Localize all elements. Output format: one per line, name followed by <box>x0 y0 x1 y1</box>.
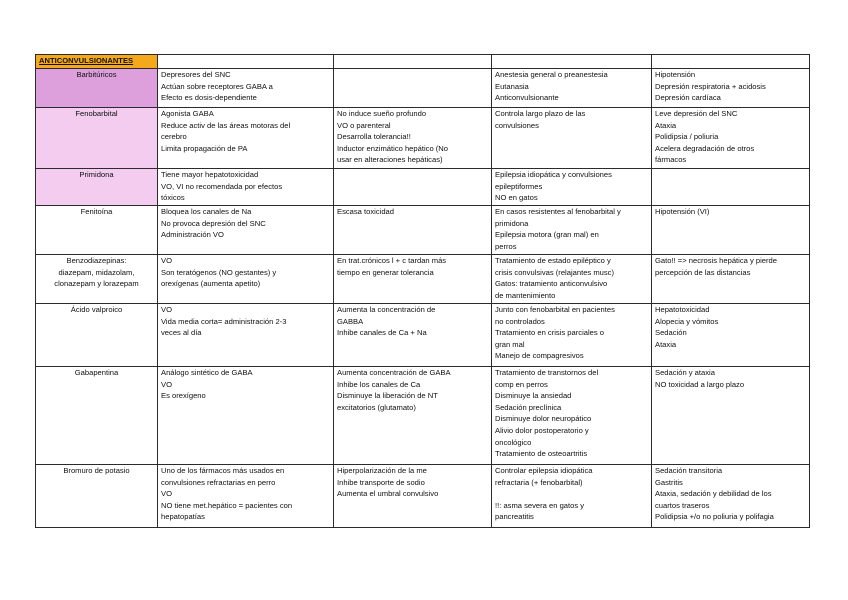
cell-line: Aumenta el umbral convulsivo <box>337 489 439 499</box>
cell-line: Desarrolla tolerancia!! <box>337 132 411 142</box>
cell-line: Hipotensión <box>655 70 696 79</box>
indications-cell <box>492 255 652 304</box>
cell-line: VO <box>161 379 172 389</box>
adverse-effects-cell <box>652 108 810 169</box>
header-cell-empty <box>652 55 810 69</box>
drug-row <box>36 255 810 304</box>
drug-name-line: Bromuro de potasio <box>63 466 130 475</box>
cell-line: No induce sueño profundo <box>337 109 427 118</box>
adverse-effects-cell <box>652 255 810 304</box>
cell-line: NO tiene met.hepático = pacientes con <box>161 500 293 510</box>
cell-line: Es orexígeno <box>161 391 206 401</box>
cell-line: Disminuye la ansiedad <box>495 391 572 401</box>
indications-cell <box>492 169 652 206</box>
cell-line: Tratamiento de estado epiléptico y <box>495 256 611 265</box>
drug-row <box>36 367 810 465</box>
indications-cell <box>492 69 652 108</box>
mechanism-cell <box>158 69 334 108</box>
cell-line: Depresores del SNC <box>161 70 231 79</box>
mechanism-cell <box>158 304 334 367</box>
cell-line: Administración VO <box>161 230 224 240</box>
cell-line: Polidipsia / poliuria <box>655 132 719 142</box>
drug-row <box>36 108 810 169</box>
indications-cell <box>492 465 652 528</box>
cell-line: Polidipsia +/o no poliuria y polifagia <box>655 512 774 522</box>
characteristics-cell <box>334 304 492 367</box>
mechanism-cell <box>158 367 334 465</box>
cell-line: excitatorios (glutamato) <box>337 402 416 412</box>
cell-line: Agonista GABA <box>161 109 214 118</box>
characteristics-cell <box>334 69 492 108</box>
adverse-effects-cell <box>652 304 810 367</box>
cell-line: Aumenta la concentración de <box>337 305 436 314</box>
cell-line: GABBA <box>337 316 364 326</box>
cell-line: convulsiones <box>495 120 539 130</box>
characteristics-cell <box>334 367 492 465</box>
adverse-effects-cell <box>652 69 810 108</box>
cell-line: NO en gatos <box>495 193 538 203</box>
cell-line: Gato!! => necrosis hepática y pierde <box>655 256 777 265</box>
cell-line: usar en alteraciones hepáticas) <box>337 155 443 165</box>
cell-line: Ataxia <box>655 120 677 130</box>
characteristics-cell <box>334 169 492 206</box>
cell-line: Actúan sobre receptores GABA a <box>161 81 273 91</box>
adverse-effects-cell <box>652 465 810 528</box>
cell-line: Depresión respiratoria + acidosis <box>655 81 766 91</box>
cell-line: Anticonvulsionante <box>495 93 559 103</box>
cell-line: de mantenimiento <box>495 290 556 300</box>
drug-name-line: Fenobarbital <box>75 109 118 118</box>
drug-name-line: Fenitoína <box>80 207 113 216</box>
cell-line: Limita propagación de PA <box>161 143 248 153</box>
characteristics-cell <box>334 465 492 528</box>
drug-row <box>36 69 810 108</box>
drug-name-line: Benzodiazepinas: <box>66 256 127 265</box>
cell-line: Eutanasia <box>495 81 529 91</box>
cell-line: Depresión cardíaca <box>655 93 721 103</box>
cell-line: Epilepsia idiopática y convulsiones <box>495 170 612 179</box>
cell-line: veces al día <box>161 328 202 338</box>
cell-line: Leve depresión del SNC <box>655 109 738 118</box>
cell-line: tóxicos <box>161 193 185 203</box>
drug-row <box>36 169 810 206</box>
cell-line: Disminuye dolor neuropático <box>495 414 592 424</box>
cell-line: Sedación <box>655 328 687 338</box>
cell-line: hepatopatías <box>161 512 205 522</box>
cell-line: orexígenas (aumenta apetito) <box>161 279 261 289</box>
drug-name-cell <box>36 465 158 528</box>
drug-name-line: Primidona <box>79 170 114 179</box>
cell-line: tiempo en generar tolerancia <box>337 267 434 277</box>
cell-line: Ataxia <box>655 339 677 349</box>
cell-line: Controlar epilepsia idiopática <box>495 466 593 475</box>
cell-line: Junto con fenobarbital en pacientes <box>495 305 615 314</box>
anticonvulsant-table <box>35 54 810 528</box>
drug-name-cell <box>36 169 158 206</box>
cell-line: no controlados <box>495 316 545 326</box>
header-cell-empty <box>334 55 492 69</box>
cell-line: oncológico <box>495 437 532 447</box>
drug-name-line: clonazepam y lorazepam <box>54 279 139 289</box>
characteristics-cell <box>334 108 492 169</box>
cell-line: En trat.crónicos l + c tardan más <box>337 256 447 265</box>
cell-line: En casos resistentes al fenobarbital y <box>495 207 621 216</box>
cell-line: Son teratógenos (NO gestantes) y <box>161 267 277 277</box>
cell-line: Tratamiento de osteoartritis <box>495 449 588 459</box>
cell-line: cuartos traseros <box>655 500 710 510</box>
cell-line: comp en perros <box>495 379 548 389</box>
cell-line <box>495 488 648 500</box>
indications-cell <box>492 108 652 169</box>
mechanism-cell <box>158 465 334 528</box>
drug-name-cell <box>36 206 158 255</box>
header-cell-empty <box>492 55 652 69</box>
indications-cell <box>492 304 652 367</box>
cell-line: Acelera degradación de otros <box>655 143 755 153</box>
cell-line: !!: asma severa en gatos y <box>495 500 585 510</box>
cell-line: epileptiformes <box>495 181 543 191</box>
characteristics-cell <box>334 206 492 255</box>
cell-line: Epilepsia motora (gran mal) en <box>495 230 599 240</box>
cell-line: Análogo sintético de GABA <box>161 368 253 377</box>
cell-line: Sedación y ataxia <box>655 368 715 377</box>
cell-line: Uno de los fármacos más usados en <box>161 466 285 475</box>
indications-cell <box>492 206 652 255</box>
cell-line: Bloquea los canales de Na <box>161 207 252 216</box>
cell-line: Controla largo plazo de las <box>495 109 586 118</box>
mechanism-cell <box>158 108 334 169</box>
cell-line: Gastritis <box>655 477 683 487</box>
cell-line: VO <box>161 489 172 499</box>
cell-line: Efecto es dosis-dependiente <box>161 93 257 103</box>
drug-name-cell <box>36 69 158 108</box>
cell-line: pancreatitis <box>495 512 534 522</box>
cell-line: Gatos: tratamiento anticonvulsivo <box>495 279 608 289</box>
drug-row <box>36 304 810 367</box>
cell-line: Escasa toxicidad <box>337 207 394 216</box>
mechanism-cell <box>158 255 334 304</box>
cell-line: Inhibe canales de Ca + Na <box>337 328 427 338</box>
cell-line: Vida media corta= administración 2-3 <box>161 316 287 326</box>
header-row <box>36 55 810 69</box>
header-cell-empty <box>158 55 334 69</box>
cell-line: Disminuye la liberación de NT <box>337 391 438 401</box>
cell-line: NO toxicidad a largo plazo <box>655 379 745 389</box>
adverse-effects-cell <box>652 206 810 255</box>
table-title: ANTICONVULSIONANTES <box>36 55 158 69</box>
drug-name-line: diazepam, midazolam, <box>58 267 135 277</box>
cell-line: percepción de las distancias <box>655 267 751 277</box>
cell-line: VO <box>161 305 172 314</box>
cell-line: Manejo de compagresivos <box>495 351 584 361</box>
drug-name-line: Gabapentina <box>74 368 119 377</box>
mechanism-cell <box>158 206 334 255</box>
cell-line: fármacos <box>655 155 687 165</box>
cell-line: Ataxia, sedación y debilidad de los <box>655 489 772 499</box>
cell-line: cerebro <box>161 132 187 142</box>
cell-line: Tratamiento de transtornos del <box>495 368 599 377</box>
cell-line: Tiene mayor hepatotoxicidad <box>161 170 259 179</box>
cell-line: convulsiones refractarias en perro <box>161 477 276 487</box>
adverse-effects-cell <box>652 367 810 465</box>
cell-line: Hiperpolarización de la me <box>337 466 427 475</box>
cell-line: Hepatotoxicidad <box>655 305 710 314</box>
cell-line: Inhibe los canales de Ca <box>337 379 421 389</box>
cell-line: Hipotensión (VI) <box>655 207 710 216</box>
drug-row <box>36 206 810 255</box>
cell-line: Reduce activ de las áreas motoras del <box>161 120 291 130</box>
drug-row <box>36 465 810 528</box>
drug-name-cell <box>36 108 158 169</box>
drug-name-line: Barbitúricos <box>76 70 117 79</box>
characteristics-cell <box>334 255 492 304</box>
cell-line: Alivio dolor postoperatorio y <box>495 425 589 435</box>
cell-line: gran mal <box>495 339 525 349</box>
adverse-effects-cell <box>652 169 810 206</box>
cell-line: Sedación preclínica <box>495 402 562 412</box>
drug-name-line: Ácido valproico <box>70 305 123 314</box>
cell-line: Inductor enzimático hepático (No <box>337 143 449 153</box>
cell-line: crisis convulsivas (relajantes musc) <box>495 267 615 277</box>
cell-line: Sedación transitoria <box>655 466 723 475</box>
cell-line: Alopecia y vómitos <box>655 316 719 326</box>
cell-line: VO <box>161 256 172 265</box>
cell-line: Aumenta concentración de GABA <box>337 368 451 377</box>
cell-line: Inhibe transporte de sodio <box>337 477 425 487</box>
cell-line: primidona <box>495 218 529 228</box>
drug-name-cell <box>36 304 158 367</box>
cell-line: No provoca depresión del SNC <box>161 218 266 228</box>
mechanism-cell <box>158 169 334 206</box>
cell-line: refractaria (+ fenobarbital) <box>495 477 583 487</box>
cell-line: VO o parenteral <box>337 120 391 130</box>
cell-line: Anestesia general o preanestesia <box>495 70 608 79</box>
cell-line: VO, VI no recomendada por efectos <box>161 181 283 191</box>
indications-cell <box>492 367 652 465</box>
cell-line: Tratamiento en crisis parciales o <box>495 328 605 338</box>
cell-line: perros <box>495 241 517 251</box>
drug-name-cell <box>36 255 158 304</box>
drug-name-cell <box>36 367 158 465</box>
